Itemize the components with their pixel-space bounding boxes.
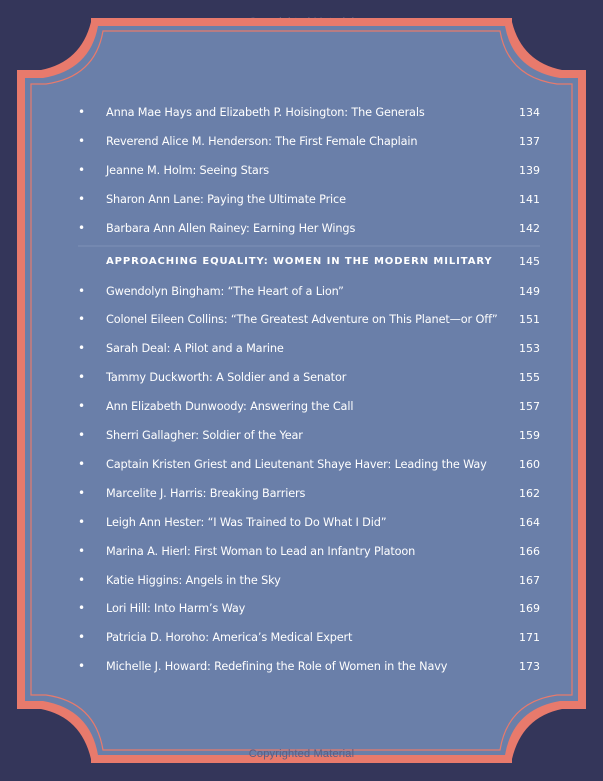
bullet-icon: • [78,544,86,558]
section-heading [78,251,540,271]
toc-page-number: 155 [519,370,540,384]
toc-page-number: 145 [519,254,540,268]
bullet-icon: • [78,312,86,326]
bullet-icon: • [78,486,86,500]
toc-entry [78,189,540,209]
toc-entry-title: Marina A. Hierl: First Woman to Lead an Infantry Platoon [106,544,416,558]
toc-page-number: 162 [519,486,540,500]
bullet-icon: • [78,192,86,206]
toc-entry-title: Colonel Eileen Collins: “The Greatest Adventure on This Planet—or Off” [106,312,498,326]
bullet-icon: • [78,515,86,529]
toc-page-number: 134 [519,105,540,119]
toc-entry-title: Sharon Ann Lane: Paying the Ultimate Price [106,192,346,206]
bullet-icon: • [78,105,86,119]
toc-page-number: 159 [519,428,540,442]
toc-entry-title: Sarah Deal: A Pilot and a Marine [106,341,284,355]
bullet-icon: • [78,659,86,673]
toc-entry-title: Katie Higgins: Angels in the Sky [106,573,281,587]
toc-entry-title: Jeanne M. Holm: Seeing Stars [106,163,269,177]
toc-entry [78,338,540,358]
toc-page-number: 164 [519,515,540,529]
toc-entry-title: Reverend Alice M. Henderson: The First Female Chaplain [106,134,418,148]
toc-entry [78,454,540,474]
toc-entry-title: Patricia D. Horoho: America’s Medical Expert [106,630,353,644]
toc-entry-title: Anna Mae Hays and Elizabeth P. Hoisington: The Generals [106,105,425,119]
toc-page-number: 173 [519,659,540,673]
toc-entry [78,598,540,618]
toc-entry-title: Tammy Duckworth: A Soldier and a Senator [106,370,347,384]
toc-entry [78,541,540,561]
toc-entry [78,218,540,238]
toc-entry [78,396,540,416]
bullet-icon: • [78,428,86,442]
bullet-icon: • [78,163,86,177]
toc-entry-title: Gwendolyn Bingham: “The Heart of a Lion” [106,284,344,298]
toc-page-number: 157 [519,399,540,413]
toc-entry-title: Marcelite J. Harris: Breaking Barriers [106,486,306,500]
toc-page-number: 153 [519,341,540,355]
toc-entry [78,131,540,151]
toc-page-number: 169 [519,601,540,615]
toc-entry-title: Ann Elizabeth Dunwoody: Answering the Call [106,399,354,413]
toc-page-number: 149 [519,284,540,298]
toc-entry-title: Barbara Ann Allen Rainey: Earning Her Wings [106,221,356,235]
toc-entry [78,425,540,445]
toc-page-number: 139 [519,163,540,177]
bullet-icon: • [78,284,86,298]
toc-entry [78,512,540,532]
bullet-icon: • [78,399,86,413]
toc-entry [78,570,540,590]
bullet-icon: • [78,370,86,384]
toc-entry [78,656,540,676]
bullet-icon: • [78,457,86,471]
toc-entry-title: Captain Kristen Griest and Lieutenant Shaye Haver: Leading the Way [106,457,487,471]
toc-entry [78,102,540,122]
toc-page-number: 171 [519,630,540,644]
toc-page-number: 166 [519,544,540,558]
bullet-icon: • [78,134,86,148]
toc-entry [78,160,540,180]
toc-entry [78,309,540,329]
toc-entry [78,483,540,503]
toc-page-number: 160 [519,457,540,471]
toc-entry-title: APPROACHING EQUALITY: WOMEN IN THE MODERN MILITARY [106,255,493,267]
bullet-icon: • [78,573,86,587]
copyright-watermark-bottom: Copyrighted Material [248,748,355,760]
bullet-icon: • [78,630,86,644]
toc-entry-title: Leigh Ann Hester: “I Was Trained to Do What I Did” [106,515,387,529]
toc-page-number: 167 [519,573,540,587]
toc-page-number: 141 [519,192,540,206]
toc-entry-title: Michelle J. Howard: Redefining the Role of Women in the Navy [106,659,448,673]
toc-page-number: 142 [519,221,540,235]
toc-entry-title: Sherri Gallagher: Soldier of the Year [106,428,303,442]
toc-entry [78,281,540,301]
toc-entry [78,367,540,387]
bullet-icon: • [78,221,86,235]
toc-page-number: 151 [519,312,540,326]
bullet-icon: • [78,601,86,615]
toc-page-number: 137 [519,134,540,148]
toc-entry [78,627,540,647]
bullet-icon: • [78,341,86,355]
toc-entry-title: Lori Hill: Into Harm’s Way [106,601,246,615]
